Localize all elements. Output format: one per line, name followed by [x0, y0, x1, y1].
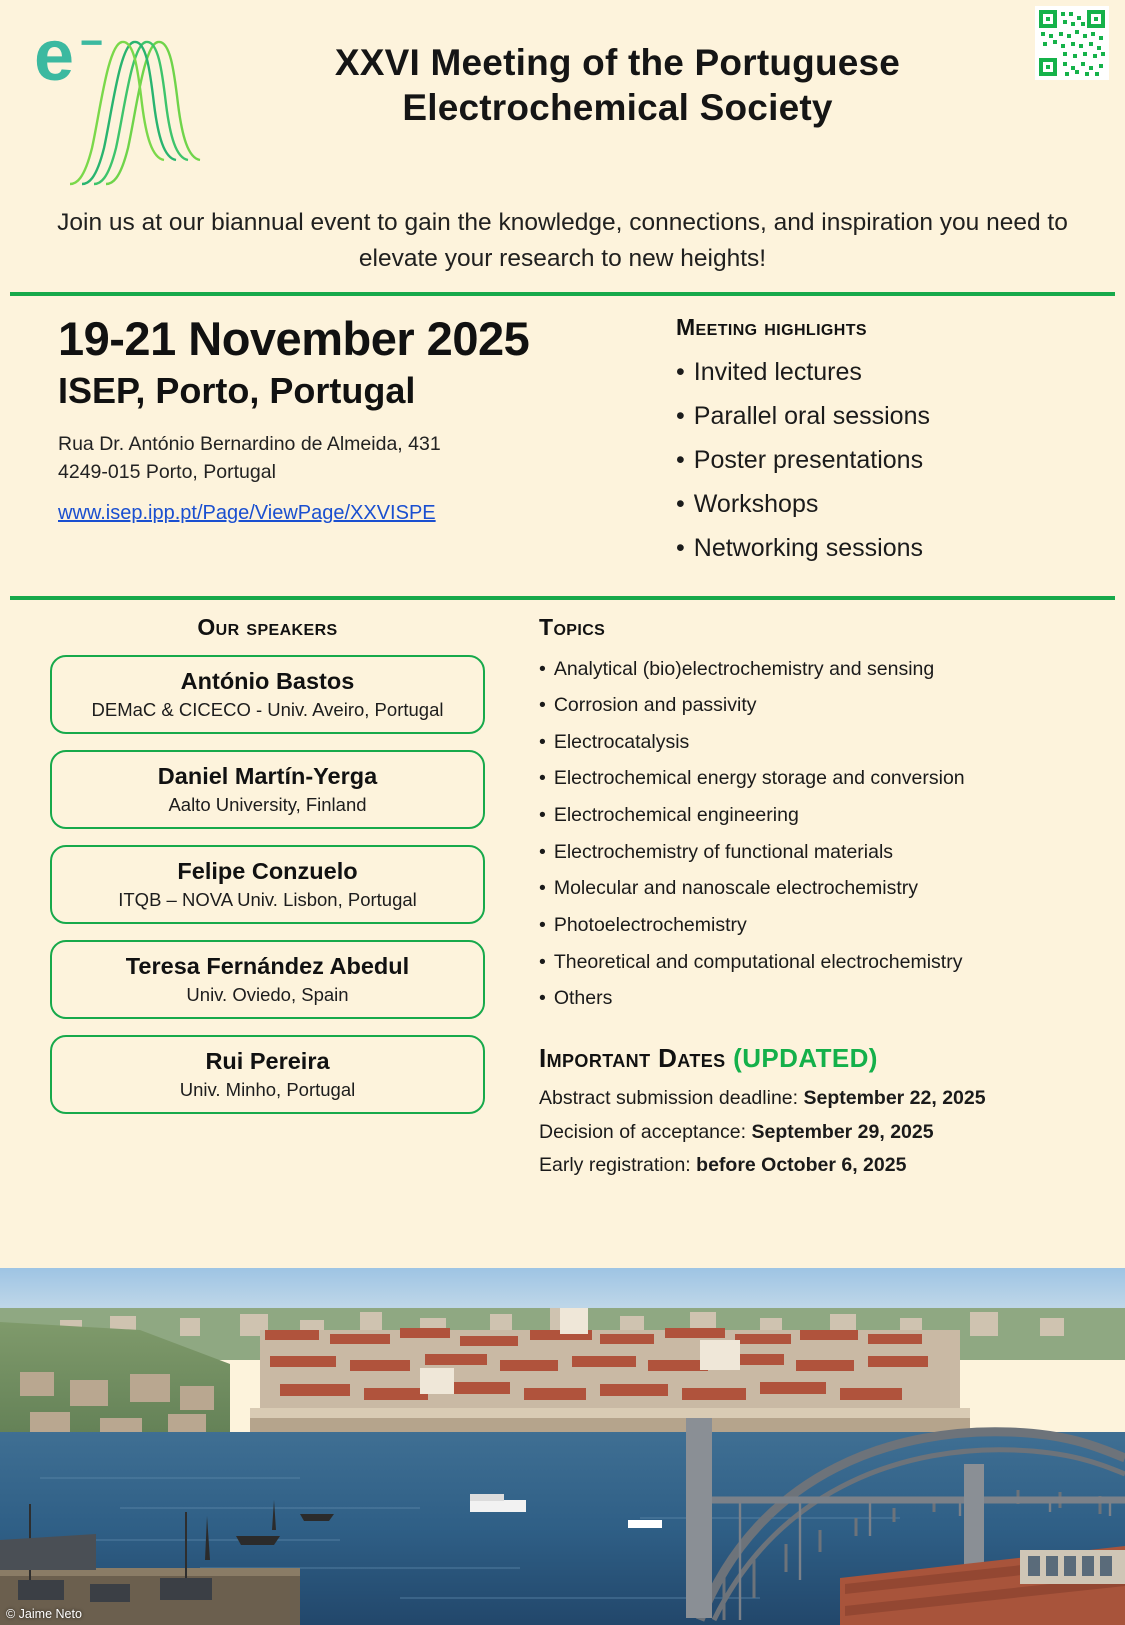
list-item: • Electrochemistry of functional materials — [539, 834, 1115, 871]
topics-list — [539, 651, 1115, 1018]
speaker-card[interactable] — [50, 655, 485, 734]
speaker-affiliation: Univ. Oviedo, Spain — [186, 984, 349, 1006]
speaker-name: Rui Pereira — [205, 1048, 330, 1075]
list-item: • Theoretical and computational electrochemistry — [539, 944, 1115, 981]
list-item: • Analytical (bio)electrochemistry and sensing — [539, 651, 1115, 688]
speaker-affiliation: ITQB – NOVA Univ. Lisbon, Portugal — [118, 889, 417, 911]
event-address — [58, 430, 670, 487]
speaker-name: Daniel Martín-Yerga — [157, 762, 378, 789]
date-row — [539, 1149, 1115, 1183]
porto-douro-river-photo — [0, 1268, 1125, 1625]
title-line-1: XXVI Meeting of the Portuguese — [334, 42, 901, 83]
date-value: September 29, 2025 — [751, 1120, 934, 1143]
speaker-affiliation: Aalto University, Finland — [168, 793, 367, 815]
date-label: Abstract submission deadline: — [539, 1087, 799, 1110]
date-row — [539, 1116, 1115, 1150]
speaker-name: António Bastos — [180, 667, 355, 694]
speakers-column — [10, 614, 525, 1183]
speaker-affiliation: DEMaC & CICECO - Univ. Aveiro, Portugal — [91, 698, 444, 720]
list-item: • Corrosion and passivity — [539, 687, 1115, 724]
svg-text:e: e — [34, 16, 75, 96]
highlights-list — [676, 350, 1115, 570]
electron-logo — [28, 8, 228, 198]
list-item: • Electrocatalysis — [539, 724, 1115, 761]
topics-heading: Topics — [539, 613, 606, 640]
speaker-card[interactable] — [50, 940, 485, 1019]
list-item: • Workshops — [676, 482, 1115, 526]
speakers-heading: Our speakers — [197, 613, 338, 640]
address-line-2: 4249-015 Porto, Portugal — [58, 460, 276, 483]
updated-badge: (UPDATED) — [733, 1043, 878, 1074]
list-item: • Networking sessions — [676, 526, 1115, 570]
date-label: Decision of acceptance: — [539, 1120, 747, 1143]
list-item: • Electrochemical engineering — [539, 797, 1115, 834]
event-venue: ISEP, Porto, Portugal — [58, 370, 416, 412]
date-value: before October 6, 2025 — [696, 1154, 907, 1177]
event-website-link[interactable]: www.isep.ipp.pt/Page/ViewPage/XXVISPE — [58, 502, 436, 525]
svg-text:−: − — [80, 21, 104, 65]
address-line-1: Rua Dr. António Bernardino de Almeida, 431 — [58, 432, 441, 455]
poster-header — [0, 0, 1125, 205]
page-title — [230, 40, 1005, 130]
list-item: • Others — [539, 980, 1115, 1017]
list-item: • Invited lectures — [676, 350, 1115, 394]
event-info-section — [0, 296, 1125, 582]
speaker-affiliation: Univ. Minho, Portugal — [179, 1079, 356, 1101]
speaker-name: Felipe Conzuelo — [177, 857, 358, 884]
list-item: • Molecular and nanoscale electrochemistry — [539, 870, 1115, 907]
important-dates-heading — [539, 1043, 1115, 1074]
date-label: Early registration: — [539, 1154, 691, 1177]
date-row — [539, 1082, 1115, 1116]
event-info-left — [10, 311, 670, 570]
tagline: Join us at our biannual event to gain the knowledge, connections, and inspiration you need to elevate your research to new heights! — [57, 209, 1068, 273]
list-item: • Photoelectrochemistry — [539, 907, 1115, 944]
content-section — [0, 600, 1125, 1183]
speaker-card[interactable] — [50, 1035, 485, 1114]
event-date: 19-21 November 2025 — [58, 311, 530, 365]
list-item: • Electrochemical energy storage and conversion — [539, 760, 1115, 797]
speaker-card[interactable] — [50, 750, 485, 829]
speaker-card[interactable] — [50, 845, 485, 924]
list-item: • Poster presentations — [676, 438, 1115, 482]
date-value: September 22, 2025 — [803, 1087, 986, 1110]
title-line-2: Electrochemical Society — [402, 87, 833, 129]
photo-credit: © Jaime Neto — [6, 1607, 82, 1621]
important-dates-list — [539, 1082, 1115, 1183]
important-dates-label: Important Dates — [539, 1043, 726, 1074]
highlights-heading: Meeting highlights — [676, 313, 867, 340]
speaker-name: Teresa Fernández Abedul — [125, 953, 410, 980]
list-item: • Parallel oral sessions — [676, 394, 1115, 438]
meeting-highlights — [670, 314, 1115, 570]
qr-code[interactable] — [1035, 6, 1109, 80]
topics-column — [525, 614, 1115, 1183]
